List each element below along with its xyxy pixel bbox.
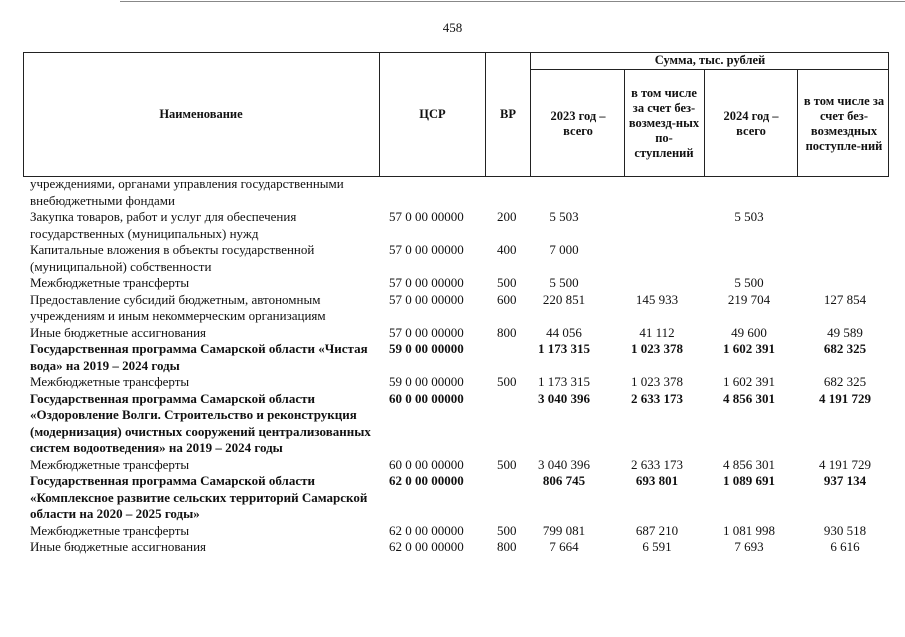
row-vr: 800 — [497, 324, 517, 340]
row-2023-total: 44 056 — [546, 324, 582, 340]
row-vr: 800 — [497, 539, 517, 554]
table-row — [0, 275, 905, 292]
table-row-program — [0, 341, 905, 374]
row-vr: 500 — [497, 374, 517, 389]
row-2024-total: 4 856 301 — [723, 456, 775, 472]
row-csr: 59 0 00 00000 — [389, 341, 464, 356]
row-2024-total: 5 500 — [734, 275, 764, 290]
header-2024-total: 2024 год – всего — [723, 108, 779, 138]
row-2024-free: 937 134 — [823, 473, 867, 488]
row-2024-total: 1 602 391 — [723, 374, 775, 389]
row-2024-free: 127 854 — [823, 291, 867, 307]
row-vr: 500 — [497, 522, 517, 538]
row-csr: 57 0 00 00000 — [389, 291, 464, 307]
row-csr: 57 0 00 00000 — [389, 275, 464, 290]
row-name: учреждениями, органами управления государственными внебюджетными фондами — [30, 176, 344, 208]
row-vr: 600 — [497, 291, 517, 307]
header-2024-free: в том числе за счет без-возмездных поступле-ний — [803, 93, 885, 153]
row-2023-total: 5 503 — [549, 209, 579, 224]
row-2023-free: 2 633 173 — [631, 456, 683, 472]
row-2023-free: 41 112 — [639, 324, 675, 340]
row-name: Закупка товаров, работ и услуг для обеспечения государственных (муниципальных) нужд — [30, 209, 297, 241]
header-name: Наименование — [159, 107, 243, 121]
row-2024-free: 682 325 — [823, 341, 867, 356]
row-2023-free: 145 933 — [635, 291, 679, 307]
row-name: Межбюджетные трансферты — [30, 522, 190, 538]
row-2023-total: 3 040 396 — [538, 456, 590, 472]
row-2024-free: 49 589 — [827, 324, 863, 340]
header-2023-total: 2023 год – всего — [550, 108, 606, 138]
header-sum-group: Сумма, тыс. рублей — [654, 53, 766, 67]
row-vr: 200 — [497, 209, 517, 224]
row-2023-total: 7 664 — [549, 539, 579, 554]
row-csr: 57 0 00 00000 — [389, 209, 464, 224]
table-row — [0, 176, 905, 209]
row-2023-free: 2 633 173 — [631, 390, 683, 406]
row-2024-free: 4 191 729 — [819, 390, 871, 406]
table-row — [0, 209, 905, 242]
row-2024-total: 1 602 391 — [723, 341, 775, 356]
header-vr: ВР — [500, 107, 516, 121]
table-row — [0, 292, 905, 325]
row-2024-total: 7 693 — [734, 539, 764, 554]
row-csr: 57 0 00 00000 — [389, 242, 464, 257]
row-2024-total: 219 704 — [727, 291, 771, 307]
header-divider — [704, 70, 705, 177]
row-2023-free: 1 023 378 — [631, 374, 683, 389]
row-csr: 60 0 00 00000 — [389, 390, 464, 406]
row-2023-free: 6 591 — [642, 539, 672, 554]
row-name: Предоставление субсидий бюджетным, автономным учреждениям и иным некоммерческим организациям — [30, 291, 326, 323]
row-vr: 400 — [497, 242, 517, 257]
header-csr: ЦСР — [419, 107, 446, 121]
top-rule — [120, 1, 905, 2]
table-row — [0, 242, 905, 275]
row-2024-free: 6 616 — [830, 539, 860, 554]
row-2023-total: 1 173 315 — [538, 341, 590, 356]
row-name: Государственная программа Самарской области «Чистая вода» на 2019 – 2024 годы — [30, 341, 368, 373]
row-csr: 59 0 00 00000 — [389, 374, 464, 389]
row-name: Государственная программа Самарской области «Комплексное развитие сельских территорий Самарской области на 2020 – 2025 годы» — [30, 473, 368, 521]
row-2024-total: 1 081 998 — [723, 522, 775, 538]
row-2023-total: 220 851 — [542, 291, 586, 307]
row-csr: 62 0 00 00000 — [389, 522, 464, 538]
table-row-program — [0, 391, 905, 457]
table-row — [0, 325, 905, 342]
table-body — [0, 176, 905, 556]
page-number: 458 — [442, 20, 463, 35]
row-csr: 62 0 00 00000 — [389, 539, 464, 554]
header-divider — [624, 70, 625, 177]
row-2023-free: 687 210 — [635, 522, 679, 538]
row-name: Капитальные вложения в объекты государственной (муниципальной) собственности — [30, 242, 315, 274]
row-vr: 500 — [497, 275, 517, 290]
table-row — [0, 539, 905, 556]
row-2023-total: 7 000 — [549, 242, 579, 257]
row-2024-free: 930 518 — [823, 522, 867, 538]
row-2023-total: 799 081 — [542, 522, 586, 538]
row-2023-total: 3 040 396 — [538, 390, 590, 406]
row-name: Государственная программа Самарской области «Оздоровление Волги. Строительство и реконструкция (модернизация) очистных сооружений централизованных систем водоотведения» на 2019 – 2024 годы — [30, 390, 371, 455]
table-row — [0, 374, 905, 391]
header-divider — [797, 70, 798, 177]
row-csr: 62 0 00 00000 — [389, 473, 464, 488]
table-row — [0, 457, 905, 474]
row-2024-total: 5 503 — [734, 209, 764, 224]
row-2024-total: 49 600 — [731, 324, 767, 340]
row-2023-free: 693 801 — [635, 473, 679, 488]
row-csr: 60 0 00 00000 — [389, 456, 464, 472]
table-row — [0, 523, 905, 540]
row-2024-free: 682 325 — [823, 374, 867, 389]
row-2023-total: 1 173 315 — [538, 374, 590, 389]
row-name: Межбюджетные трансферты — [30, 275, 190, 290]
table-row-program — [0, 473, 905, 523]
row-name: Межбюджетные трансферты — [30, 456, 190, 472]
row-2023-total: 5 500 — [549, 275, 579, 290]
row-2023-total: 806 745 — [542, 473, 586, 488]
row-name: Иные бюджетные ассигнования — [30, 324, 207, 340]
row-2024-free: 4 191 729 — [819, 456, 871, 472]
row-2024-total: 4 856 301 — [723, 390, 775, 406]
row-2023-free: 1 023 378 — [631, 341, 683, 356]
row-csr: 57 0 00 00000 — [389, 324, 464, 340]
row-vr: 500 — [497, 456, 517, 472]
row-name: Иные бюджетные ассигнования — [30, 539, 207, 554]
row-2024-total: 1 089 691 — [723, 473, 775, 488]
row-name: Межбюджетные трансферты — [30, 374, 190, 389]
header-2023-free: в том числе за счет без-возмезд-ных по-ступлений — [628, 86, 700, 160]
header-divider — [530, 52, 531, 177]
